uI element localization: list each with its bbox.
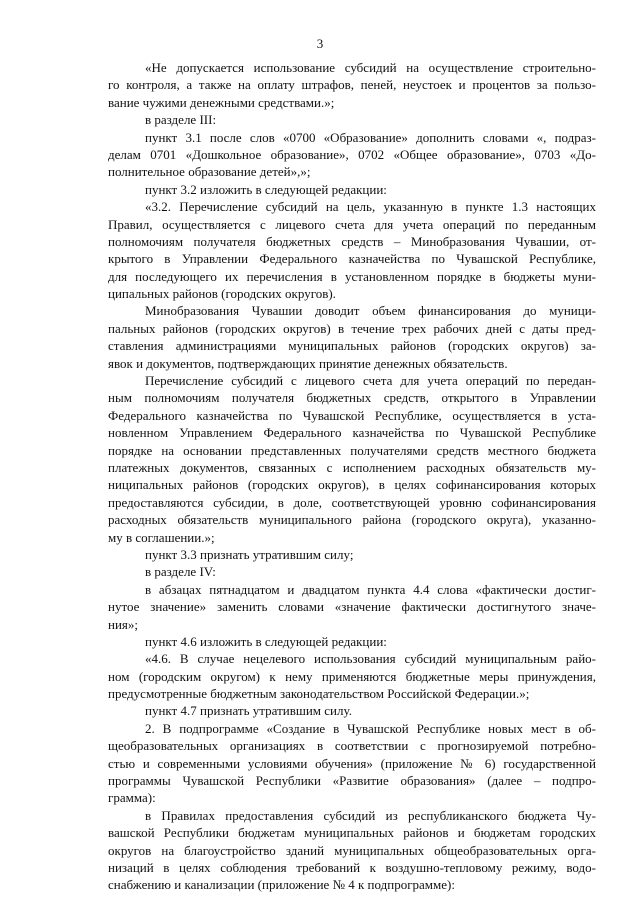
text-line: ципальных районов (городских округов). — [108, 286, 336, 302]
text-line: пункт 4.6 изложить в следующей редакции: — [145, 633, 387, 649]
text-line: пункт 3.2 изложить в следующей редакции: — [145, 181, 387, 197]
text-line: стью и современными условиями обучения» (приложение № 6) государственной — [108, 755, 596, 771]
text-line: вание чужими денежными средствами.»; — [108, 94, 335, 110]
text-line: грамма): — [108, 790, 156, 806]
text-line: пункт 3.1 после слов «0700 «Образование» дополнить словами «, подраз- — [145, 129, 596, 145]
text-line: расходных обязательств муниципального района (городского округа), указанно- — [108, 512, 596, 528]
text-line: предоставляются субсидии, в доле, соответствующей уровню софинансирования — [108, 494, 596, 510]
text-line: полнительное образование детей»,»; — [108, 164, 311, 180]
text-line: му в соглашении.»; — [108, 529, 215, 545]
text-line: пальных районов (городских округов) в течение трех рабочих дней с даты пред- — [108, 320, 596, 336]
text-line: ниципальных районов (городских округов), в целях софинансирования которых — [108, 477, 596, 493]
text-line: порядке на основании представленных получателями средств местного бюджета — [108, 442, 596, 458]
text-line: новленном Управлением Федерального казначейства по Чувашской Республике — [108, 425, 596, 441]
text-line: в разделе IV: — [145, 564, 216, 580]
text-line: ставления администрациями муниципальных районов (городских округов) за- — [108, 338, 596, 354]
text-line: платежных документов, связанных с исполнением расходных обязательств му- — [108, 459, 596, 475]
page-number: 3 — [316, 36, 324, 51]
text-line: пункт 3.3 признать утратившим силу; — [145, 546, 354, 562]
text-line: Перечисление субсидий с лицевого счета для учета операций по передан- — [145, 373, 596, 389]
text-line: ном (городским округом) к нему применяются бюджетные меры принуждения, — [108, 668, 596, 684]
text-line: низаций в целях соблюдения требований к воздушно-тепловому режиму, водо- — [108, 859, 596, 875]
text-line: явок и документов, подтверждающих принятие денежных обязательств. — [108, 355, 508, 371]
text-line: в абзацах пятнадцатом и двадцатом пункта 4.4 слова «фактически достиг- — [145, 581, 596, 597]
text-line: программы Чувашской Республики «Развитие образования» (далее – подпро- — [108, 773, 596, 789]
text-line: предусмотренные бюджетным законодательством Российской Федерации.»; — [108, 686, 530, 702]
text-line: 2. В подпрограмме «Создание в Чувашской Республике новых мест в об- — [145, 720, 596, 736]
text-line: щеобразовательных организациях в соответствии с прогнозируемой потребно- — [108, 738, 596, 754]
document-body — [108, 59, 596, 894]
text-line: вашской Республики бюджетам муниципальных районов и бюджетам городских — [108, 825, 596, 841]
text-line: ным полномочиям получателя бюджетных средств, открытого в Управлении — [108, 390, 596, 406]
text-line: Правил, осуществляется с лицевого счета для учета операций по переданным — [108, 216, 596, 232]
text-line: крытого в Управлении Федерального казначейства по Чувашской Республике, — [108, 251, 596, 267]
text-line: го контроля, а также на оплату штрафов, пеней, неустоек и процентов за пользо- — [108, 77, 596, 93]
text-line: в разделе III: — [145, 112, 217, 128]
text-line: Минобразования Чувашии доводит объем финансирования до муници- — [145, 303, 596, 319]
text-line: округов на благоустройство зданий муниципальных общеобразовательных орга- — [108, 842, 596, 858]
text-line: Федерального казначейства по Чувашской Республике, осуществляется в уста- — [108, 407, 596, 423]
text-line: для последующего их перечисления в установленном порядке в бюджеты муни- — [108, 268, 596, 284]
text-line: «3.2. Перечисление субсидий на цель, указанную в пункте 1.3 настоящих — [145, 199, 596, 215]
text-line: нутое значение» заменить словами «значение фактически достигнутого значе- — [108, 599, 596, 615]
text-line: ния»; — [108, 616, 139, 632]
text-line: «Не допускается использование субсидий на осуществление строительно- — [145, 60, 596, 75]
text-line: «4.6. В случае нецелевого использования субсидий муниципальным райо- — [145, 651, 596, 667]
text-line: делам 0701 «Дошкольное образование», 0702 «Общее образование», 0703 «До- — [108, 146, 596, 162]
text-line: полномочиям получателя бюджетных средств – Минобразования Чувашии, от- — [108, 233, 596, 249]
text-line: в Правилах предоставления субсидий из республиканского бюджета Чу- — [145, 807, 596, 823]
text-line: пункт 4.7 признать утратившим силу. — [145, 703, 352, 719]
text-line: снабжению и канализации (приложение № 4 к подпрограмме): — [108, 877, 455, 893]
